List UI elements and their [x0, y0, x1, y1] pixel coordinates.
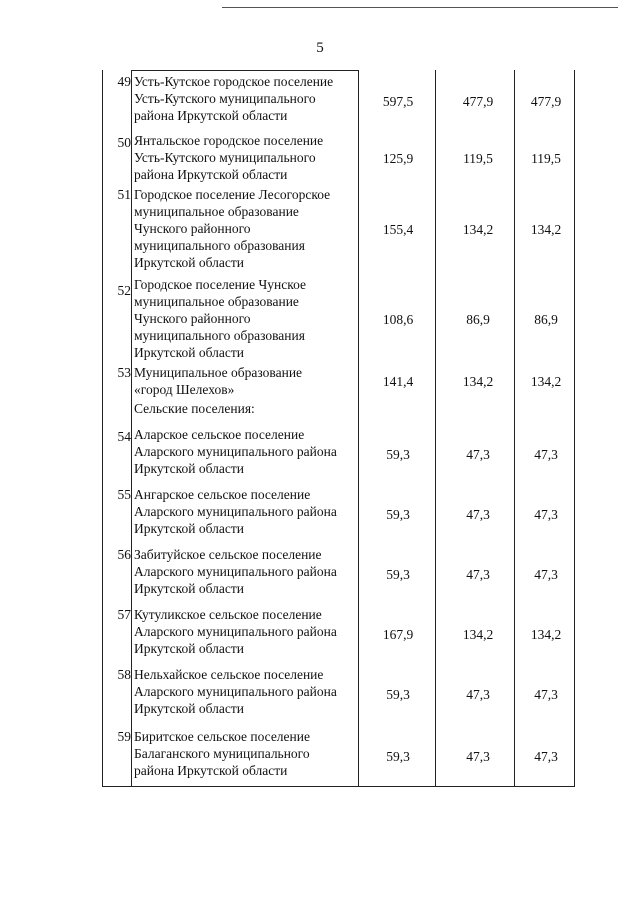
row-number: 52 [117, 283, 131, 298]
value-col-1: 59,3 [386, 447, 410, 462]
value-col-2: 47,3 [466, 447, 490, 462]
page-number: 5 [316, 40, 324, 56]
settlement-name-line: муниципального образования [134, 328, 305, 343]
settlement-name [134, 606, 360, 657]
settlement-name-line: Иркутской области [134, 461, 245, 476]
settlement-name-line: Чунского районного [134, 311, 251, 326]
row-number: 55 [117, 487, 131, 502]
value-col-2: 47,3 [466, 507, 490, 522]
value-col-3: 47,3 [534, 447, 558, 462]
value-col-2: 47,3 [466, 687, 490, 702]
row-number: 57 [117, 607, 131, 622]
row-number: 59 [117, 729, 131, 744]
settlement-name [134, 364, 360, 398]
row-number: 58 [117, 667, 131, 682]
value-col-3: 86,9 [534, 312, 558, 327]
column-divider [514, 70, 515, 787]
settlement-name-line: Кутуликское сельское поселение [134, 607, 322, 622]
settlement-name [134, 546, 360, 597]
value-col-3: 47,3 [534, 687, 558, 702]
settlement-name-line: Аларского муниципального района [134, 624, 337, 639]
top-rule [222, 7, 618, 8]
settlement-name-line: Ангарское сельское поселение [134, 487, 311, 502]
row-number: 54 [117, 429, 131, 444]
value-col-2: 47,3 [466, 749, 490, 764]
value-col-1: 141,4 [382, 374, 414, 389]
settlement-name-line: муниципального образования [134, 238, 305, 253]
table-top-border [131, 70, 358, 71]
value-col-2: 134,2 [462, 222, 494, 237]
settlement-name-line: Забитуйское сельское поселение [134, 547, 322, 562]
column-divider [131, 70, 132, 787]
value-col-1: 125,9 [382, 151, 414, 166]
row-number: 51 [117, 187, 131, 202]
column-divider [435, 70, 436, 787]
settlement-name-line: Усть-Кутское городское поселение [134, 74, 334, 89]
settlement-name [134, 186, 360, 271]
settlement-name-line: Аларского муниципального района [134, 564, 337, 579]
settlement-name-line: Иркутской области [134, 255, 245, 270]
value-col-1: 59,3 [386, 749, 410, 764]
value-col-3: 119,5 [531, 151, 561, 166]
value-col-3: 47,3 [534, 749, 558, 764]
settlement-name [134, 666, 360, 717]
value-col-3: 47,3 [534, 507, 558, 522]
settlement-name-line: Муниципальное образование [134, 365, 303, 380]
value-col-2: 86,9 [466, 312, 490, 327]
settlement-name-line: Усть-Кутского муниципального [134, 150, 316, 165]
row-number: 56 [117, 547, 131, 562]
value-col-1: 167,9 [382, 627, 414, 642]
settlement-name-line: района Иркутской области [134, 167, 288, 182]
settlement-name [134, 426, 360, 477]
settlement-name-line: Иркутской области [134, 641, 245, 656]
settlement-name [134, 486, 360, 537]
settlement-name-line: муниципальное образование [134, 204, 299, 219]
settlement-name-line: Аларского муниципального района [134, 504, 337, 519]
settlement-name-line: Аларского муниципального района [134, 684, 337, 699]
value-col-3: 134,2 [530, 374, 562, 389]
value-col-3: 134,2 [530, 222, 562, 237]
value-col-3: 47,3 [534, 567, 558, 582]
value-col-2: 477,9 [462, 94, 494, 109]
value-col-1: 59,3 [386, 567, 410, 582]
value-col-1: 108,6 [382, 312, 414, 327]
row-number: 49 [117, 74, 131, 89]
settlement-name-line: района Иркутской области [134, 763, 288, 778]
value-col-2: 134,2 [462, 627, 494, 642]
row-number: 53 [117, 365, 131, 380]
settlement-name-line: Биритское сельское поселение [134, 729, 310, 744]
settlement-name-line: муниципальное образование [134, 294, 299, 309]
settlement-name [134, 132, 360, 183]
value-col-1: 597,5 [382, 94, 414, 109]
settlement-name-line: Иркутской области [134, 521, 245, 536]
value-col-2: 134,2 [462, 374, 494, 389]
settlement-name-line: Городское поселение Лесогорское [134, 187, 331, 202]
section-heading: Сельские поселения: [134, 401, 255, 416]
settlement-name-line: Аларское сельское поселение [134, 427, 305, 442]
settlement-name-line: Нельхайское сельское поселение [134, 667, 324, 682]
settlement-name [134, 728, 360, 779]
value-col-2: 47,3 [466, 567, 490, 582]
settlement-name-line: Городское поселение Чунское [134, 277, 307, 292]
value-col-2: 119,5 [463, 151, 493, 166]
value-col-1: 59,3 [386, 507, 410, 522]
column-divider [574, 70, 575, 787]
value-col-1: 155,4 [382, 222, 414, 237]
value-col-3: 477,9 [530, 94, 562, 109]
settlement-name-line: «город Шелехов» [134, 382, 235, 397]
settlement-name [134, 276, 360, 361]
settlement-name-line: Янтальское городское поселение [134, 133, 324, 148]
value-col-3: 134,2 [530, 627, 562, 642]
value-col-1: 59,3 [386, 687, 410, 702]
settlement-name-line: Аларского муниципального района [134, 444, 337, 459]
settlement-name-line: Балаганского муниципального [134, 746, 310, 761]
row-number: 50 [117, 135, 131, 150]
settlement-name [134, 73, 360, 124]
settlement-name-line: Иркутской области [134, 701, 245, 716]
settlement-name-line: Чунского районного [134, 221, 251, 236]
settlement-name-line: Усть-Кутского муниципального [134, 91, 316, 106]
settlement-name-line: района Иркутской области [134, 108, 288, 123]
settlement-name-line: Иркутской области [134, 345, 245, 360]
settlement-name-line: Иркутской области [134, 581, 245, 596]
